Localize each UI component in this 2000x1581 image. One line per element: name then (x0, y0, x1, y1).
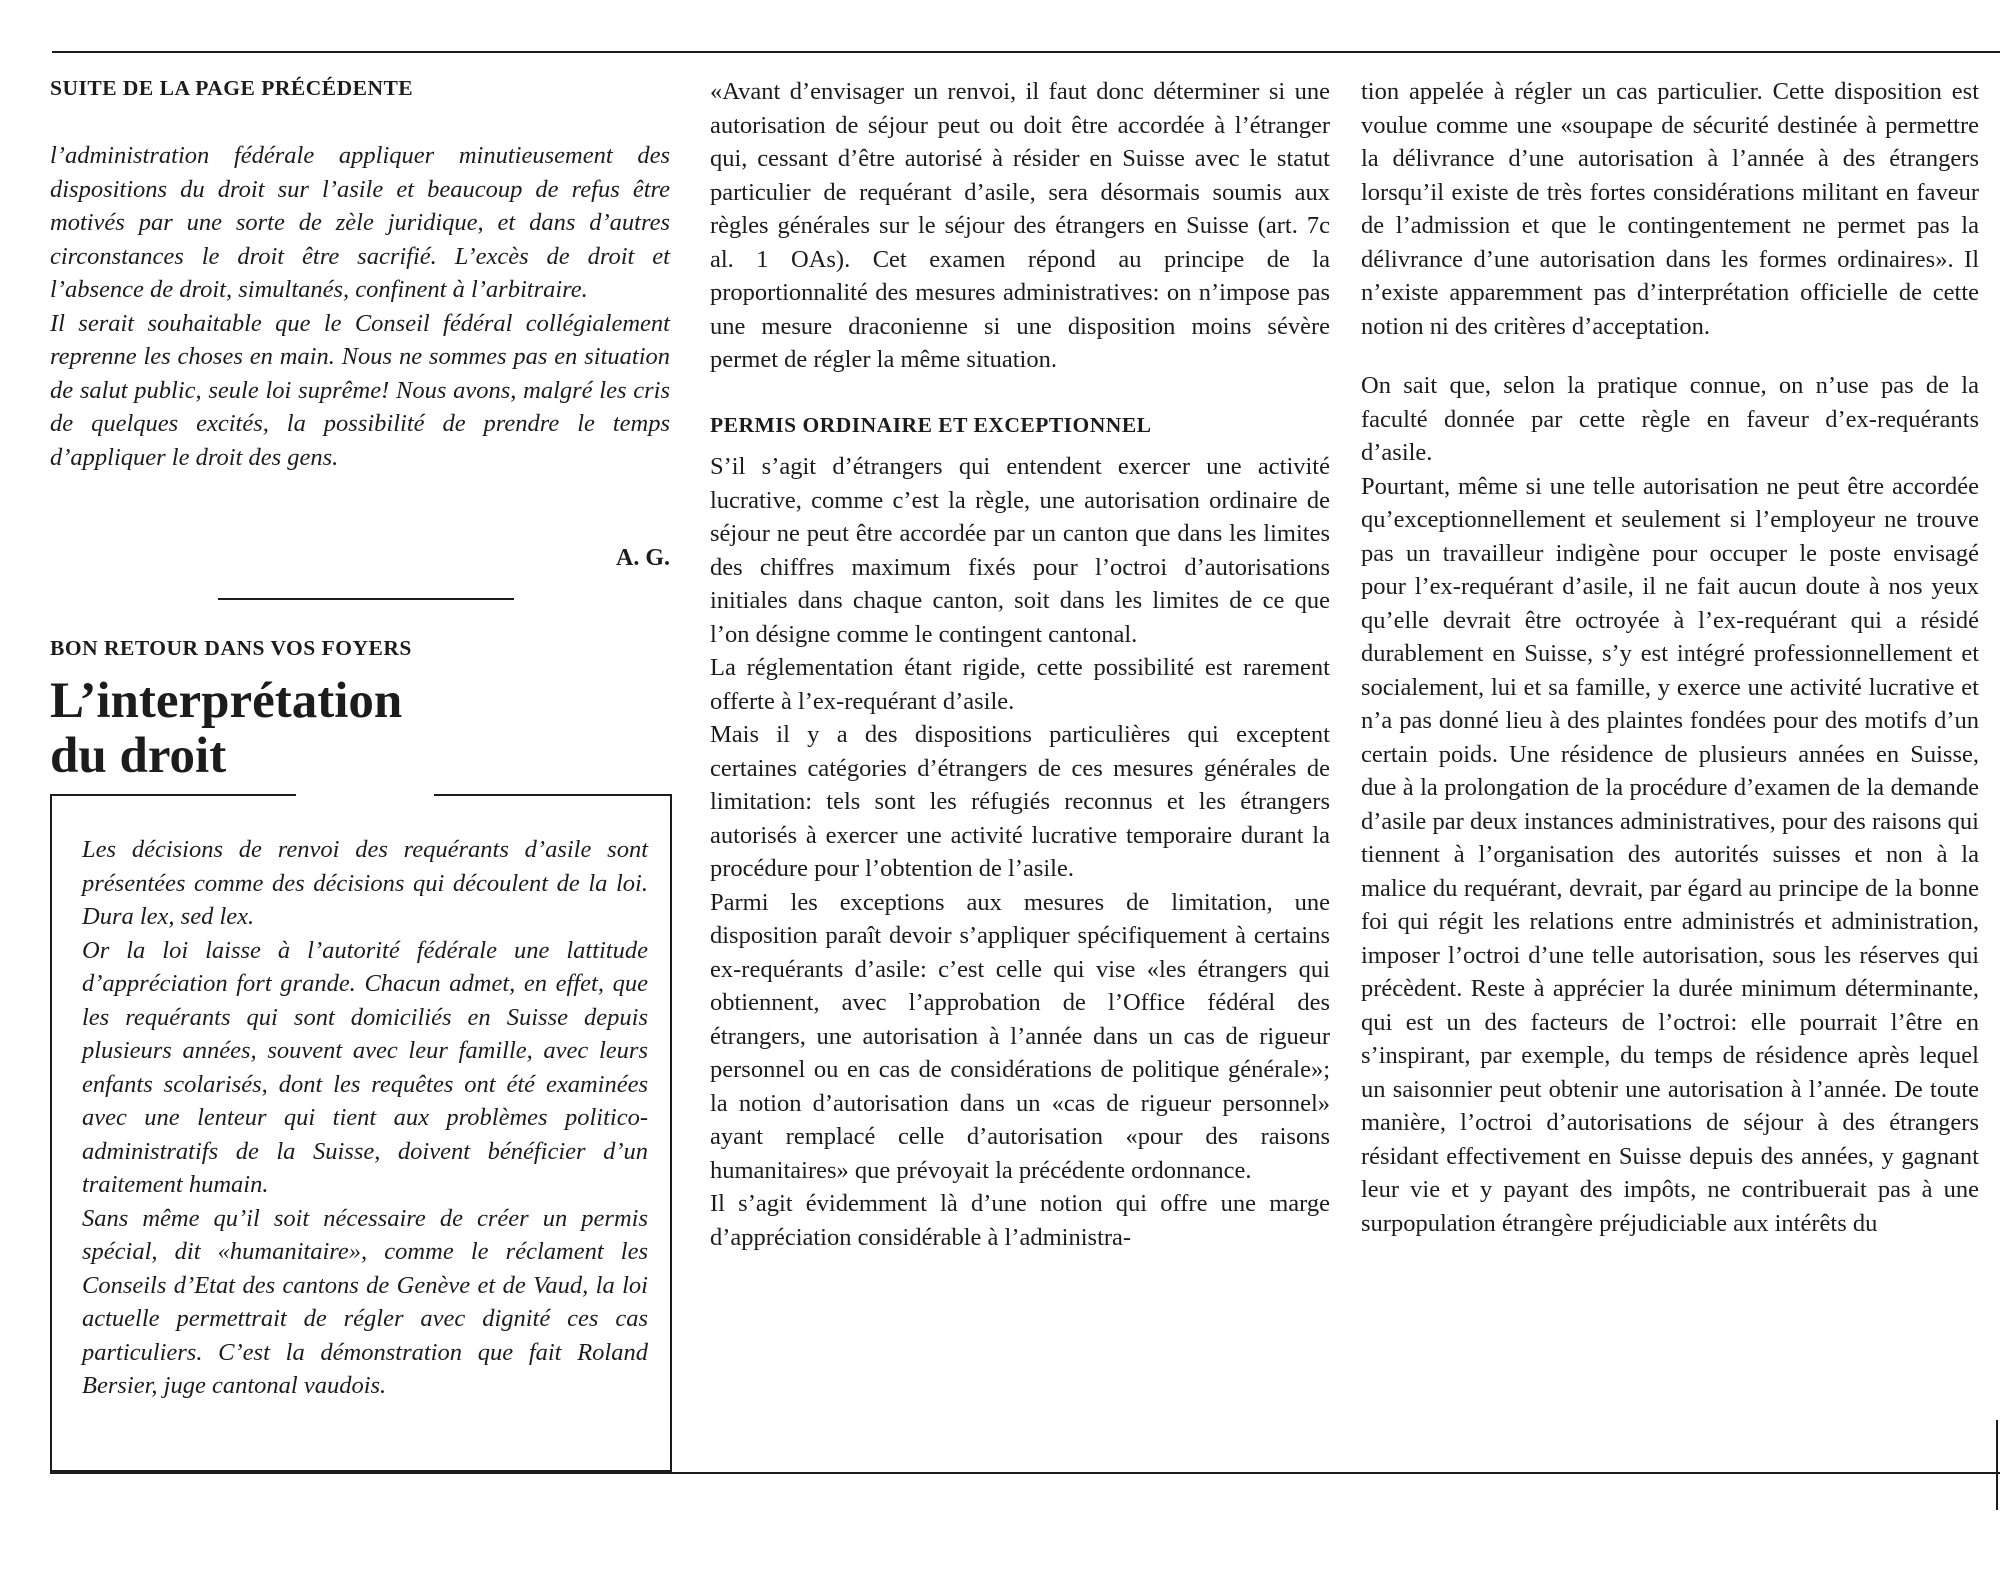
bottom-rule (50, 1472, 2000, 1474)
intro-text (50, 139, 670, 474)
lead-paragraph: Or la loi laisse à l’autorité fédérale une lattitude d’appréciation fort grande. Chacun admet, en effet, que les requérants qui sont domiciliés en Suisse depuis plusieurs années, souvent avec leur famille, avec leurs enfants scolarisés, dont les requêtes ont été examinées avec une lenteur qui tient aux problèmes politico-administratifs de la Suisse, doivent bénéficier d’un traitement humain. (82, 936, 648, 1198)
lead-box-top-left (50, 794, 296, 796)
body-paragraph: S’il s’agit d’étrangers qui entendent exercer une activité lucrative, comme c’est la règle, une autorisation ordinaire de séjour ne peut être accordée par un canton que dans les limites des chiffres maximum fixés pour l’octroi d’autorisations initiales dans chaque canton, soit dans les limites de ce que l’on désigne comme le contingent cantonal. (710, 453, 1330, 648)
lead-text (82, 833, 648, 1403)
intro-paragraph: Il serait souhaitable que le Conseil fédéral collégialement reprenne les choses en main. Nous ne sommes pas en situation de salut public, seule loi suprême! Nous avons, malgré les cris de quelques excités, la possibilité de prendre le temps d’appliquer le droit des gens. (50, 309, 670, 471)
section-kicker: BON RETOUR DANS VOS FOYERS (50, 636, 412, 660)
body-paragraph: Mais il y a des dispositions particulières qui exceptent certaines catégories d’étrangers de ces mesures générales de limitation: tels sont les réfugiés reconnus et les étrangers autorisés à exercer une activité lucrative temporaire durant la procédure pour l’obtention de l’asile. (710, 721, 1330, 882)
section-divider (218, 598, 514, 600)
body-paragraph: tion appelée à régler un cas particulier. Cette disposition est voulue comme une «soupape de sécurité destinée à permettre la délivrance d’une autorisation à l’année à des étrangers lorsqu’il existe de très fortes considérations militant en faveur de l’admission et que le contingentement ne permet pas la délivrance d’une autorisation dans les formes ordinaires». Il n’existe apparemment pas d’interprétation officielle de cette notion ni des critères d’acceptation. (1361, 78, 1979, 340)
headline-line: L’interprétation (50, 673, 403, 729)
body-paragraph: Il s’agit évidemment là d’une notion qui offre une marge d’appréciation considérable à l’administra- (710, 1190, 1330, 1251)
body-paragraph: «Avant d’envisager un renvoi, il faut donc déterminer si une autorisation de séjour peut ou doit être accordée à l’étranger qui, cessant d’être autorisé à résider en Suisse avec le statut particulier de requérant d’asile, sera désormais soumis aux règles générales sur le séjour des étrangers en Suisse (art. 7c al. 1 OAs). Cet examen répond au principe de la proportionnalité des mesures administratives: on n’impose pas une mesure draconienne si une disposition moins sévère permet de régler la même situation. (710, 78, 1330, 373)
column-divider-right (1996, 1420, 1998, 1510)
lead-paragraph: Sans même qu’il soit nécessaire de créer un permis spécial, dit «humanitaire», comme le réclament les Conseils d’Etat des cantons de Genève et de Vaud, la loi actuelle permettrait de régler avec dignité ces cas particuliers. C’est la démonstration que fait Roland Bersier, juge cantonal vaudois. (82, 1204, 648, 1399)
signature: A. G. (616, 545, 670, 571)
intro-paragraph: l’administration fédérale appliquer minutieusement des dispositions du droit sur l’asile et beaucoup de refus être motivés par une sorte de zèle juridique, et dans d’autres circonstances le droit être sacrifié. L’excès de droit et l’absence de droit, simultanés, confinent à l’arbitraire. (50, 142, 670, 303)
article-headline (50, 674, 670, 784)
middle-column (710, 75, 1330, 1254)
lead-box-top-right (434, 794, 672, 796)
subhead: PERMIS ORDINAIRE ET EXCEPTIONNEL (710, 412, 1152, 437)
body-paragraph: Pourtant, même si une telle autorisation ne peut être accordée qu’exceptionnellement et seulement si l’employeur ne trouve pas un travailleur indigène pour occuper le poste envisagé pour l’ex-requérant d’asile, il ne fait aucun doute à nos yeux qu’elle devrait être octroyée à l’ex-requérant qui a résidé durablement en Suisse, s’y est intégré professionnellement et socialement, lui et sa famille, y exerce une activité lucrative et n’a pas donné lieu à des plaintes fondées pour des motifs d’un certain poids. Une résidence de plusieurs années en Suisse, due à la prolongation de la procédure d’examen de la demande d’asile par deux instances administratives, pour des raisons qui tiennent à l’organisation des autorités suisses et non à la malice du requérant, devrait, par égard au principe de la bonne foi qui régit les relations entre administrés et administration, imposer l’octroi d’une telle autorisation, sous les réserves qui précèdent. Reste à apprécier la durée minimum déterminante, qui est un des facteurs de l’octroi: elle pourrait l’être en s’inspirant, par exemple, du temps de résidence après lequel un saisonnier peut obtenir une autorisation à l’année. De toute manière, l’octroi d’autorisations de séjour à des étrangers résidant effectivement en Suisse depuis des années, y gagnant leur vie et y payant des impôts, ne contribuerait pas à une surpopulation étrangère préjudiciable aux intérêts du (1361, 472, 1979, 1237)
lead-paragraph: Les décisions de renvoi des requérants d’asile sont présentées comme des décisions qui découlent de la loi. Dura lex, sed lex. (82, 836, 648, 930)
right-column (1361, 75, 1979, 1240)
kicker-previous-page: SUITE DE LA PAGE PRÉCÉDENTE (50, 76, 414, 100)
body-paragraph: On sait que, selon la pratique connue, on n’use pas de la faculté donnée par cette règle en faveur d’ex-requérants d’asile. (1361, 372, 1979, 466)
headline-line: du droit (50, 728, 227, 784)
body-paragraph: Parmi les exceptions aux mesures de limitation, une disposition paraît devoir s’appliquer spécifiquement à certains ex-requérants d’asile: c’est celle qui vise «les étrangers qui obtiennent, avec l’approbation de l’Office fédéral des étrangers, une autorisation à l’année dans un cas de rigueur personnel ou en cas de considérations de politique générale»; la notion d’autorisation dans un «cas de rigueur personnel» ayant remplacé celle d’autorisation «pour des raisons humanitaires» que prévoyait la précédente ordonnance. (710, 888, 1330, 1184)
body-paragraph: La réglementation étant rigide, cette possibilité est rarement offerte à l’ex-requérant d’asile. (710, 654, 1330, 715)
top-rule (52, 51, 2000, 53)
